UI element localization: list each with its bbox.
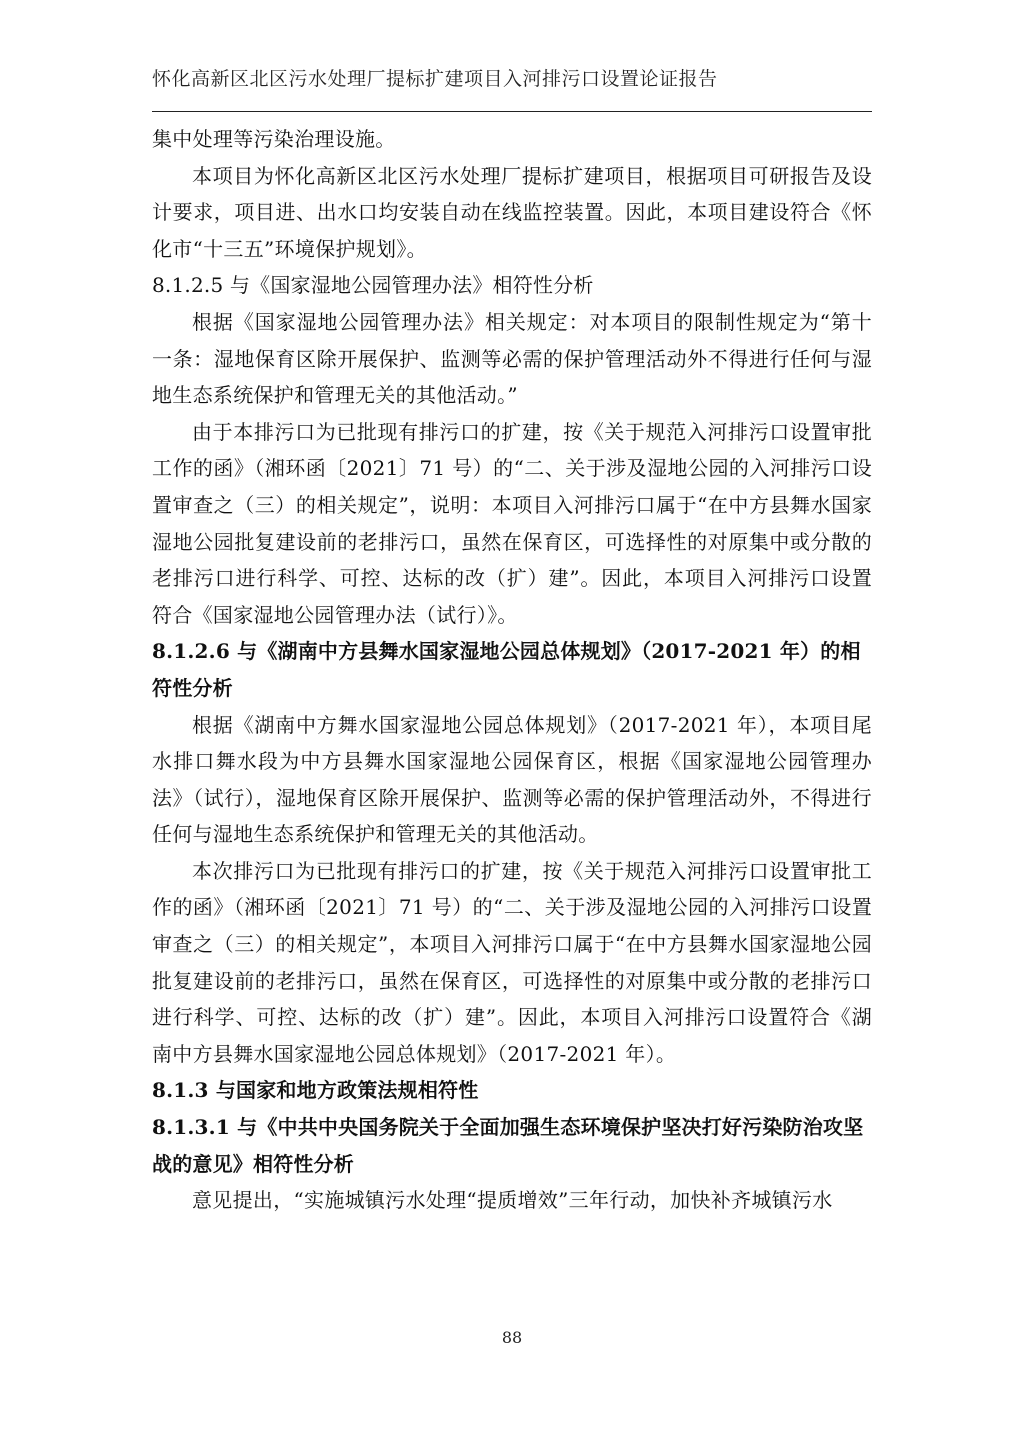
paragraph-2: 本项目为怀化高新区北区污水处理厂提标扩建项目，根据项目可研报告及设计要求，项目进、出水口均安装自动在线监控装置。因此，本项目建设符合《怀化市“十三五”环境保护规划》。 xyxy=(152,163,872,261)
section-heading-8-1-2-5: 8.1.2.5 与《国家湿地公园管理办法》相符性分析 xyxy=(152,273,594,298)
document-body xyxy=(152,121,872,1219)
paragraph-4: 由于本排污口为已批现有排污口的扩建，按《关于规范入河排污口设置审批工作的函》（湘环函〔2021〕71 号）的“二、关于涉及湿地公园的入河排污口设置审查之（三）的相关规定”，说明：本项目入河排污口属于“在中方县舞水国家湿地公园批复建设前的老排污口，虽然在保育区，可选择性的对原集中或分散的老排污口进行科学、可控、达标的改（扩）建”。因此，本项目入河排污口设置符合《国家湿地公园管理办法（试行）》。 xyxy=(152,419,872,627)
page-number: 88 xyxy=(501,1328,523,1347)
section-heading-8-1-3: 8.1.3 与国家和地方政策法规相符性 xyxy=(152,1078,479,1103)
paragraph-7: 意见提出，“实施城镇污水处理“提质增效”三年行动，加快补齐城镇污水 xyxy=(192,1188,833,1213)
paragraph-1: 集中处理等污染治理设施。 xyxy=(152,127,396,151)
running-header: 怀化高新区北区污水处理厂提标扩建项目入河排污口设置论证报告 xyxy=(152,68,718,90)
header-rule xyxy=(152,111,872,112)
paragraph-5: 根据《湖南中方舞水国家湿地公园总体规划》（2017-2021 年），本项目尾水排口舞水段为中方县舞水国家湿地公园保育区，根据《国家湿地公园管理办法》（试行），湿地保育区除开展保护、监测等必需的保护管理活动外，不得进行任何与湿地生态系统保护和管理无关的其他活动。 xyxy=(152,712,872,847)
section-heading-8-1-2-6: 8.1.2.6 与《湖南中方县舞水国家湿地公园总体规划》（2017-2021 年）的相符性分析 xyxy=(152,639,861,700)
paragraph-6: 本次排污口为已批现有排污口的扩建，按《关于规范入河排污口设置审批工作的函》（湘环函〔2021〕71 号）的“二、关于涉及湿地公园的入河排污口设置审查之（三）的相关规定”，本项目入河排污口属于“在中方县舞水国家湿地公园批复建设前的老排污口，虽然在保育区，可选择性的对原集中或分散的老排污口进行科学、可控、达标的改（扩）建”。因此，本项目入河排污口设置符合《湖南中方县舞水国家湿地公园总体规划》（2017-2021 年）。 xyxy=(152,858,872,1066)
paragraph-3: 根据《国家湿地公园管理办法》相关规定：对本项目的限制性规定为“第十一条：湿地保育区除开展保护、监测等必需的保护管理活动外不得进行任何与湿地生态系统保护和管理无关的其他活动。” xyxy=(152,309,872,408)
section-heading-8-1-3-1: 8.1.3.1 与《中共中央国务院关于全面加强生态环境保护坚决打好污染防治攻坚战的意见》相符性分析 xyxy=(152,1115,864,1176)
